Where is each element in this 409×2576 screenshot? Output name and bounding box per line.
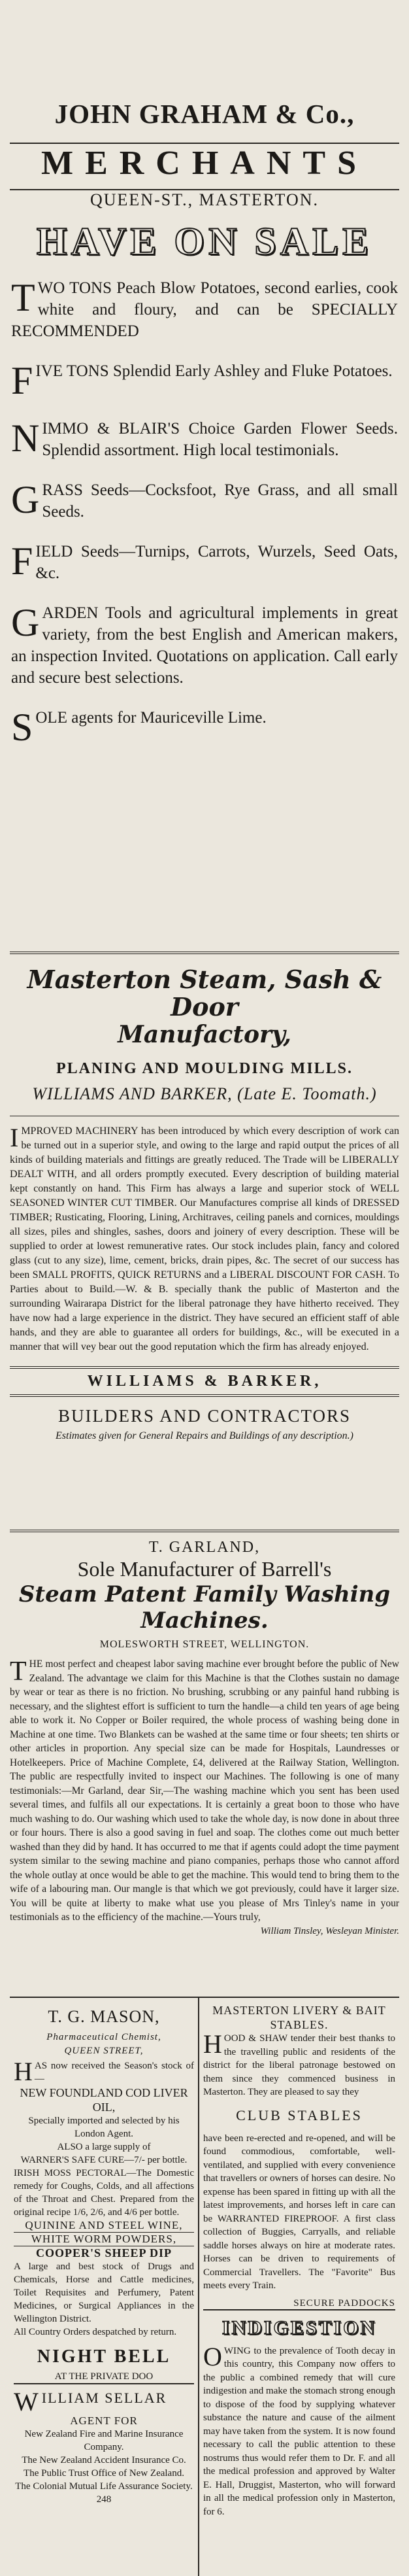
- drop-cap: F: [11, 540, 33, 583]
- livery-body-2: have been re-erected and re-opened, and will be found commodious, comfortable, well-ventilated, and supplied with every convenience that travellers or owners of horses can desire. No expense has been spared in fitting up with all the latest improvements, and horses left in care can be WARRANTED FIREPROOF. A first class collection of Buggies, Carryalls, and reliable saddle horses always on hire at moderate rates. Horses can be driven to requirements of Commercial Travellers. The "Favorite" Bus meets every Train.: [203, 2133, 395, 2291]
- graham-address: QUEEN-ST., MASTERTON.: [90, 190, 319, 209]
- drop-cap: O: [203, 2341, 222, 2371]
- graham-item-potatoes: [10, 277, 399, 342]
- graham-merchants: MERCHANTS: [41, 145, 368, 182]
- garland-body-text: HE most perfect and cheapest labor saving machine ever brought before the public of New Zealand. The advantage we claim for this Machine is that the Clothes sustain no damage by wear or tear as there is no friction. No brushing, scrubbing or any painful hand rubbing is necessary, and the slightest effort is sufficient to turn the handle—a child ten years of age being able to work it. No Copper or Boiler required, the whole process of washing being done in Machine at one time. Two Blankets can be washed at the same time or four sheets; ten shirts or other articles in proportion. Any special size can be made for Hospitals, Laundresses or Hotelkeepers. Price of Machine Complete, £4, delivered at the Railway Station, Wellington. The public are respectfully invited to inspect our Machines. The following is one of many testimonials:—Mr Garland, dear Sir,—The washing machine which you sent has been used several times, and fulfils all our expectations. It is certainly a great boon to those who have much washing to do. Our washing which used to take the whole day, is now done in about three or four hours. There is also a good saving in fuel and soap. The clothes come out much better washed than they did by hand. It has occurred to me that if agents could adopt the time payment system similar to the sewing machine and piano companies, perhaps those who cannot afford the whole outlay at once would be able to get the machine. This would tend to bring them to the wife of a labouring man. Our mangle is that which we got previously, could have it larger size. You will be quite at liberty to make what use you please of Mrs Tinley's name in your testimonials as to the efficiency of the machine.—Yours truly,: [10, 1658, 399, 1923]
- garland-signature: William Tinsley, Wesleyan Minister.: [260, 1925, 399, 1936]
- drop-cap: F: [11, 359, 33, 402]
- have-on-sale-heading: HAVE ON SALE: [36, 220, 373, 263]
- indigestion-title: INDIGESTION: [221, 2316, 377, 2339]
- club-stables: CLUB STABLES: [236, 2106, 363, 2123]
- steam-manufactory-advertisement: [10, 954, 399, 1530]
- sellar-agent-for: AGENT FOR: [70, 2414, 138, 2427]
- sellar-agency-4-text: The Colonial Mutual Life Assurance Society.: [15, 2481, 193, 2492]
- item-text: IVE TONS Splendid Early Ashley and Fluke Potatoes.: [35, 362, 393, 380]
- drop-cap: N: [11, 417, 40, 460]
- livery-title: MASTERTON LIVERY & BAIT STABLES.: [212, 2004, 386, 2031]
- item-text: WO TONS Peach Blow Potatoes, second earlies, cook white and floury, and can be SPECIALLY RECOMMENDED: [11, 279, 398, 340]
- drop-cap: G: [11, 601, 40, 644]
- livery-advertisement: [203, 2003, 395, 2309]
- indigestion-advertisement: [203, 2317, 395, 2519]
- garland-headline-1: Steam Patent Family Washing: [18, 1581, 391, 1607]
- sellar-agency-4: [14, 2480, 194, 2506]
- mason-country: All Country Orders despatched by return.: [14, 2327, 177, 2337]
- builders-contractors: BUILDERS AND CONTRACTORS: [57, 1406, 352, 1426]
- item-text: RASS Seeds—Cocksfoot, Rye Grass, and all small Seeds.: [42, 481, 398, 521]
- item-text: ARDEN Tools and agricultural implements in great variety, from the best English and American makers, an inspection Invited. Quotations on application. Call early and secure best selections.: [11, 604, 398, 687]
- garland-advertisement: [10, 1532, 399, 1997]
- steam-body-text: MPROVED MACHINERY has been introduced by which every description of work can be turned out in a superior style, and owing to the large and rapid output the prices of all kinds of building materials and fittings are greatly reduced. The Trade will be LIBERALLY DEALT WITH, and all orders promptly executed. Every description of building material kept constantly on hand. This Firm has always a large and superior stock of WELL SEASONED WINTER CUT TIMBER. Our Manufactures comprise all kinds of DRESSED TIMBER; Rusticating, Flooring, Lining, Architraves, ceiling panels and cornices, mouldings all sizes, piles and shingles, sashes, doors and joinery of every description. These will be supplied to order at lowest remunerative rates. Our stock includes plain, fancy and colored glass (cut to any size), lime, cement, bricks, drain pipes, &c. The secret of our success has been SMALL PROFITS, QUICK RETURNS and a LIBERAL DISCOUNT FOR CASH. To Parties about to Build.—W. & B. specially thank the public of Masterton and the surrounding Wairarapa District for the liberal patronage they have hitherto received. They have now had a large experience in the district. They have secured an efficient staff of able hands, and they are able to guarantee all orders for buildings, &c., will be executed in a manner that will vey bear out the good reputation which the firm has already enjoyed.: [10, 1125, 399, 1352]
- livery-body-text: OOD & SHAW tender their best thanks to the travelling public and residents of the district for the liberal patronage bestowed on them since they commenced business in Masterton. They are pleased to say they: [203, 2033, 395, 2097]
- estimates-note: Estimates given for General Repairs and Buildings of any description.): [56, 1430, 353, 1441]
- drop-cap: S: [11, 706, 33, 749]
- mason-white-worm: WHITE WORM POWDERS,: [31, 2233, 177, 2245]
- indigestion-body-text: WING to the prevalence of Tooth decay in this country, this Company now offers to the public a combined remedy that will cure indigestion and make the stomach strong enough to dispose of the food by supplying whatever substance the nature and cause of the ailment may have taken from the system. It is now found necessary to call the public attention to these nostrums thus would refer them to Dr. F. and all the medical profession and approved by Walter E. Hall, Druggist, Masterton, who will forward in all the medical profession only in Masterton, for 6.: [203, 2345, 395, 2517]
- indigestion-body: [203, 2341, 395, 2519]
- garland-headline-2: Machines.: [140, 1607, 269, 1634]
- steam-owners: WILLIAMS AND BARKER, (Late E. Toomath.): [32, 1084, 377, 1103]
- graham-item-garden-tools: [10, 602, 399, 689]
- divider: [203, 2309, 395, 2310]
- mason-irish-moss: IRISH MOSS PECTORAL—The Domestic remedy for Coughs, Colds, and all affections of the Throat and Chest. Prepared from the original recipe 1/6, 2/6, and 4/6 per bottle.: [14, 2168, 194, 2218]
- graham-advertisement: [10, 0, 399, 952]
- graham-item-field-seeds: [10, 541, 399, 584]
- mason-night-bell: NIGHT BELL: [37, 2346, 171, 2367]
- two-column-section: [10, 1998, 399, 2576]
- mason-column: [10, 1998, 199, 2576]
- steam-body: [10, 1124, 399, 1354]
- graham-item-flower-seeds: [10, 418, 399, 461]
- graham-name: JOHN GRAHAM & Co.,: [54, 99, 355, 129]
- sellar-name: ILLIAM SELLAR: [41, 2390, 167, 2406]
- drop-cap: T: [10, 1657, 27, 1687]
- mason-street: QUEEN STREET,: [64, 2046, 144, 2056]
- item-text: IELD Seeds—Turnips, Carrots, Wurzels, Seed Oats, &c.: [35, 543, 398, 582]
- mason-name: T. G. MASON,: [48, 2007, 160, 2026]
- mason-has-text: AS now received the Season's stock of—: [34, 2061, 194, 2084]
- sellar-ref: 248: [96, 2494, 112, 2505]
- sellar-agency-1: New Zealand Fire and Marine Insurance Company.: [24, 2429, 184, 2452]
- garland-name: T. GARLAND,: [148, 1539, 261, 1556]
- drop-cap: T: [11, 276, 35, 319]
- sellar-agency-2: The New Zealand Accident Insurance Co.: [22, 2455, 186, 2465]
- drop-cap: H: [14, 2057, 33, 2086]
- mason-stock: A large and best stock of Drugs and Chemicals, Horse and Cattle medicines, Toilet Requisites and Perfumery, Patent Medicines, or Surgical Appliances in the Wellington District.: [14, 2261, 194, 2324]
- williams-barker-banner: WILLIAMS & BARKER,: [10, 1366, 399, 1397]
- mason-cod-liver-oil: NEW FOUNDLAND COD LIVER OIL,: [20, 2086, 188, 2114]
- sellar-agency-3: The Public Trust Office of New Zealand.: [24, 2468, 184, 2479]
- right-column: [199, 1998, 399, 2576]
- newspaper-page: [10, 0, 399, 2576]
- drop-cap: H: [203, 2029, 222, 2059]
- drop-cap: G: [11, 478, 40, 521]
- graham-item-sole-agents: [10, 706, 399, 749]
- mason-private-door: AT THE PRIVATE DOO: [54, 2371, 154, 2382]
- garland-street: MOLESWORTH STREET, WELLINGTON.: [99, 1639, 310, 1650]
- garland-body: [10, 1657, 399, 1925]
- sellar-heading: [14, 2387, 194, 2416]
- steam-title-line-2: Manufactory,: [118, 1021, 291, 1048]
- drop-cap: W: [14, 2387, 40, 2416]
- divider: [14, 2383, 194, 2384]
- drop-cap: I: [10, 1123, 19, 1152]
- item-text: OLE agents for Mauriceville Lime.: [35, 709, 267, 727]
- mason-quinine: QUININE AND STEEL WINE,: [25, 2219, 183, 2231]
- secure-paddocks: SECURE PADDOCKS: [293, 2297, 395, 2309]
- mason-imported: Specially imported and selected by his London Agent.: [28, 2116, 180, 2139]
- mason-also: ALSO a large supply of: [57, 2142, 151, 2152]
- graham-item-five-tons: [10, 360, 399, 400]
- mason-coopers: COOPER'S SHEEP DIP: [35, 2246, 172, 2259]
- steam-title-line-1: Masterton Steam, Sash & Door: [27, 965, 382, 1022]
- mason-warner: WARNER'S SAFE CURE—7/- per bottle.: [20, 2155, 188, 2165]
- mason-role: Pharmaceutical Chemist,: [46, 2032, 161, 2042]
- garland-sole: Sole Manufacturer of Barrell's: [77, 1557, 332, 1581]
- steam-subtitle: PLANING AND MOULDING MILLS.: [56, 1060, 353, 1077]
- item-text: IMMO & BLAIR'S Choice Garden Flower Seeds. Splendid assortment. High local testimonials.: [42, 420, 398, 459]
- livery-body: [203, 2029, 395, 2099]
- mason-has-received: [14, 2059, 194, 2086]
- graham-item-grass-seeds: [10, 479, 399, 523]
